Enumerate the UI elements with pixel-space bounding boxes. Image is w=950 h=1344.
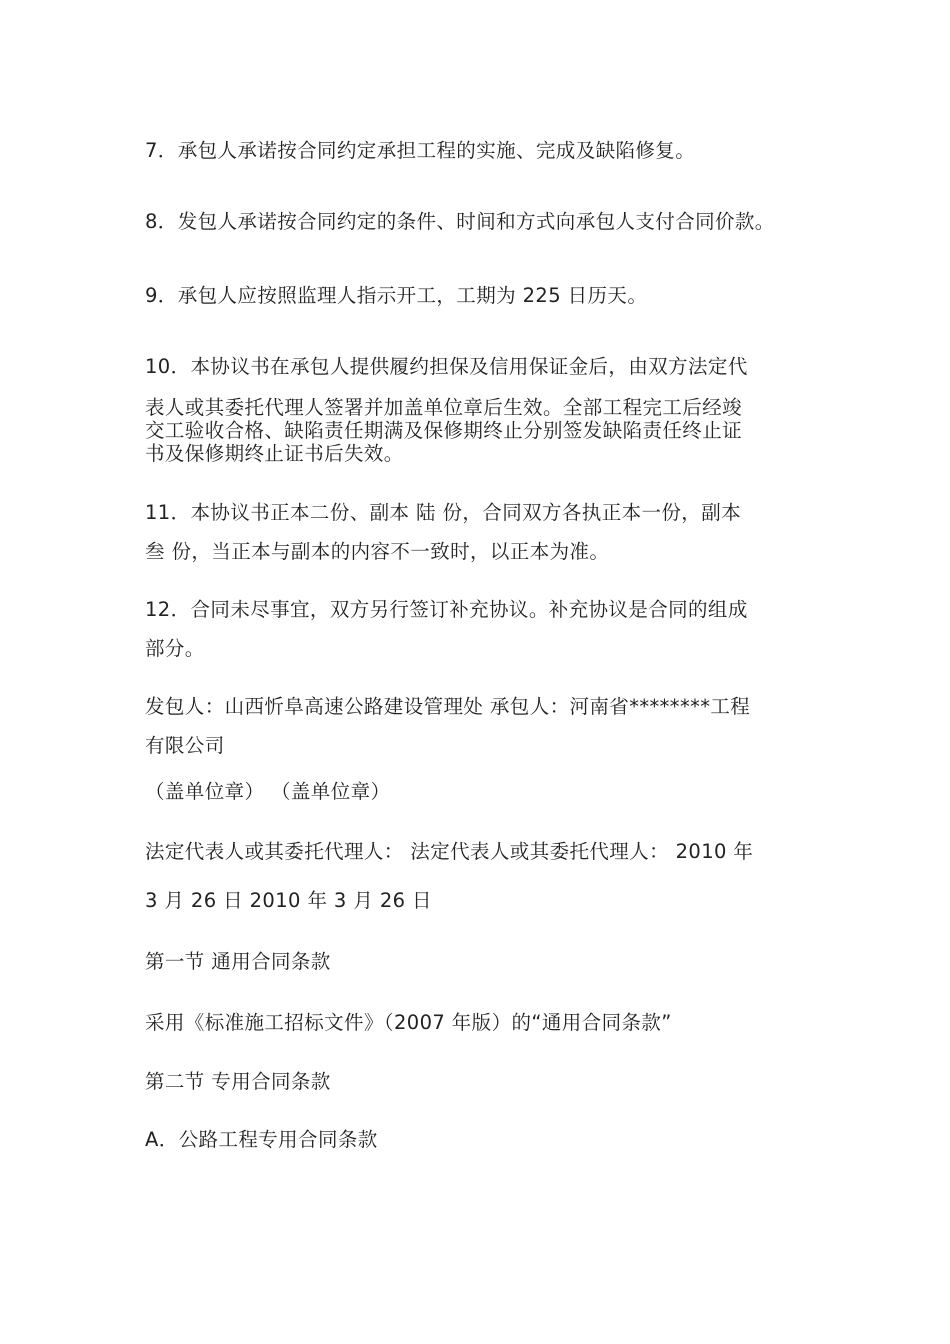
paragraph-10-line-3: 交工验收合格、缺陷责任期满及保修期终止分别签发缺陷责任终止证 [145,419,743,442]
representatives-line: 法定代表人或其委托代理人： 法定代表人或其委托代理人： 2010 年 [145,840,754,863]
paragraph-10-line-1: 10．本协议书在承包人提供履约担保及信用保证金后，由双方法定代 [145,355,748,378]
section-2-subtitle: A．公路工程专用合同条款 [145,1128,378,1151]
paragraph-10-continuation [145,396,825,465]
paragraph-12-line-2: 部分。 [145,637,205,660]
parties-line-1: 发包人：山西忻阜高速公路建设管理处 承包人：河南省********工程 [145,695,751,718]
section-1-body: 采用《标准施工招标文件》（2007 年版）的“通用合同条款” [145,1011,672,1034]
section-1-title: 第一节 通用合同条款 [145,950,331,973]
paragraph-10-line-2: 表人或其委托代理人签署并加盖单位章后生效。全部工程完工后经竣 [145,396,743,419]
parties-line-2: 有限公司 [145,734,225,757]
paragraph-11-line-1: 11．本协议书正本二份、副本 陆 份，合同双方各执正本一份，副本 [145,501,742,524]
paragraph-10-line-4: 书及保修期终止证书后失效。 [145,442,404,465]
section-2-title: 第二节 专用合同条款 [145,1070,331,1093]
paragraph-11-line-2: 叁 份，当正本与副本的内容不一致时，以正本为准。 [145,540,610,563]
paragraph-9: 9．承包人应按照监理人指示开工，工期为 225 日历天。 [145,284,648,307]
paragraph-7: 7．承包人承诺按合同约定承担工程的实施、完成及缺陷修复。 [145,139,696,162]
dates-line: 3 月 26 日 2010 年 3 月 26 日 [145,889,432,912]
seal-placeholders: （盖单位章） （盖单位章） [145,780,391,803]
paragraph-8: 8．发包人承诺按合同约定的条件、时间和方式向承包人支付合同价款。 [145,210,775,233]
paragraph-12-line-1: 12．合同未尽事宜，双方另行签订补充协议。补充协议是合同的组成 [145,598,748,621]
